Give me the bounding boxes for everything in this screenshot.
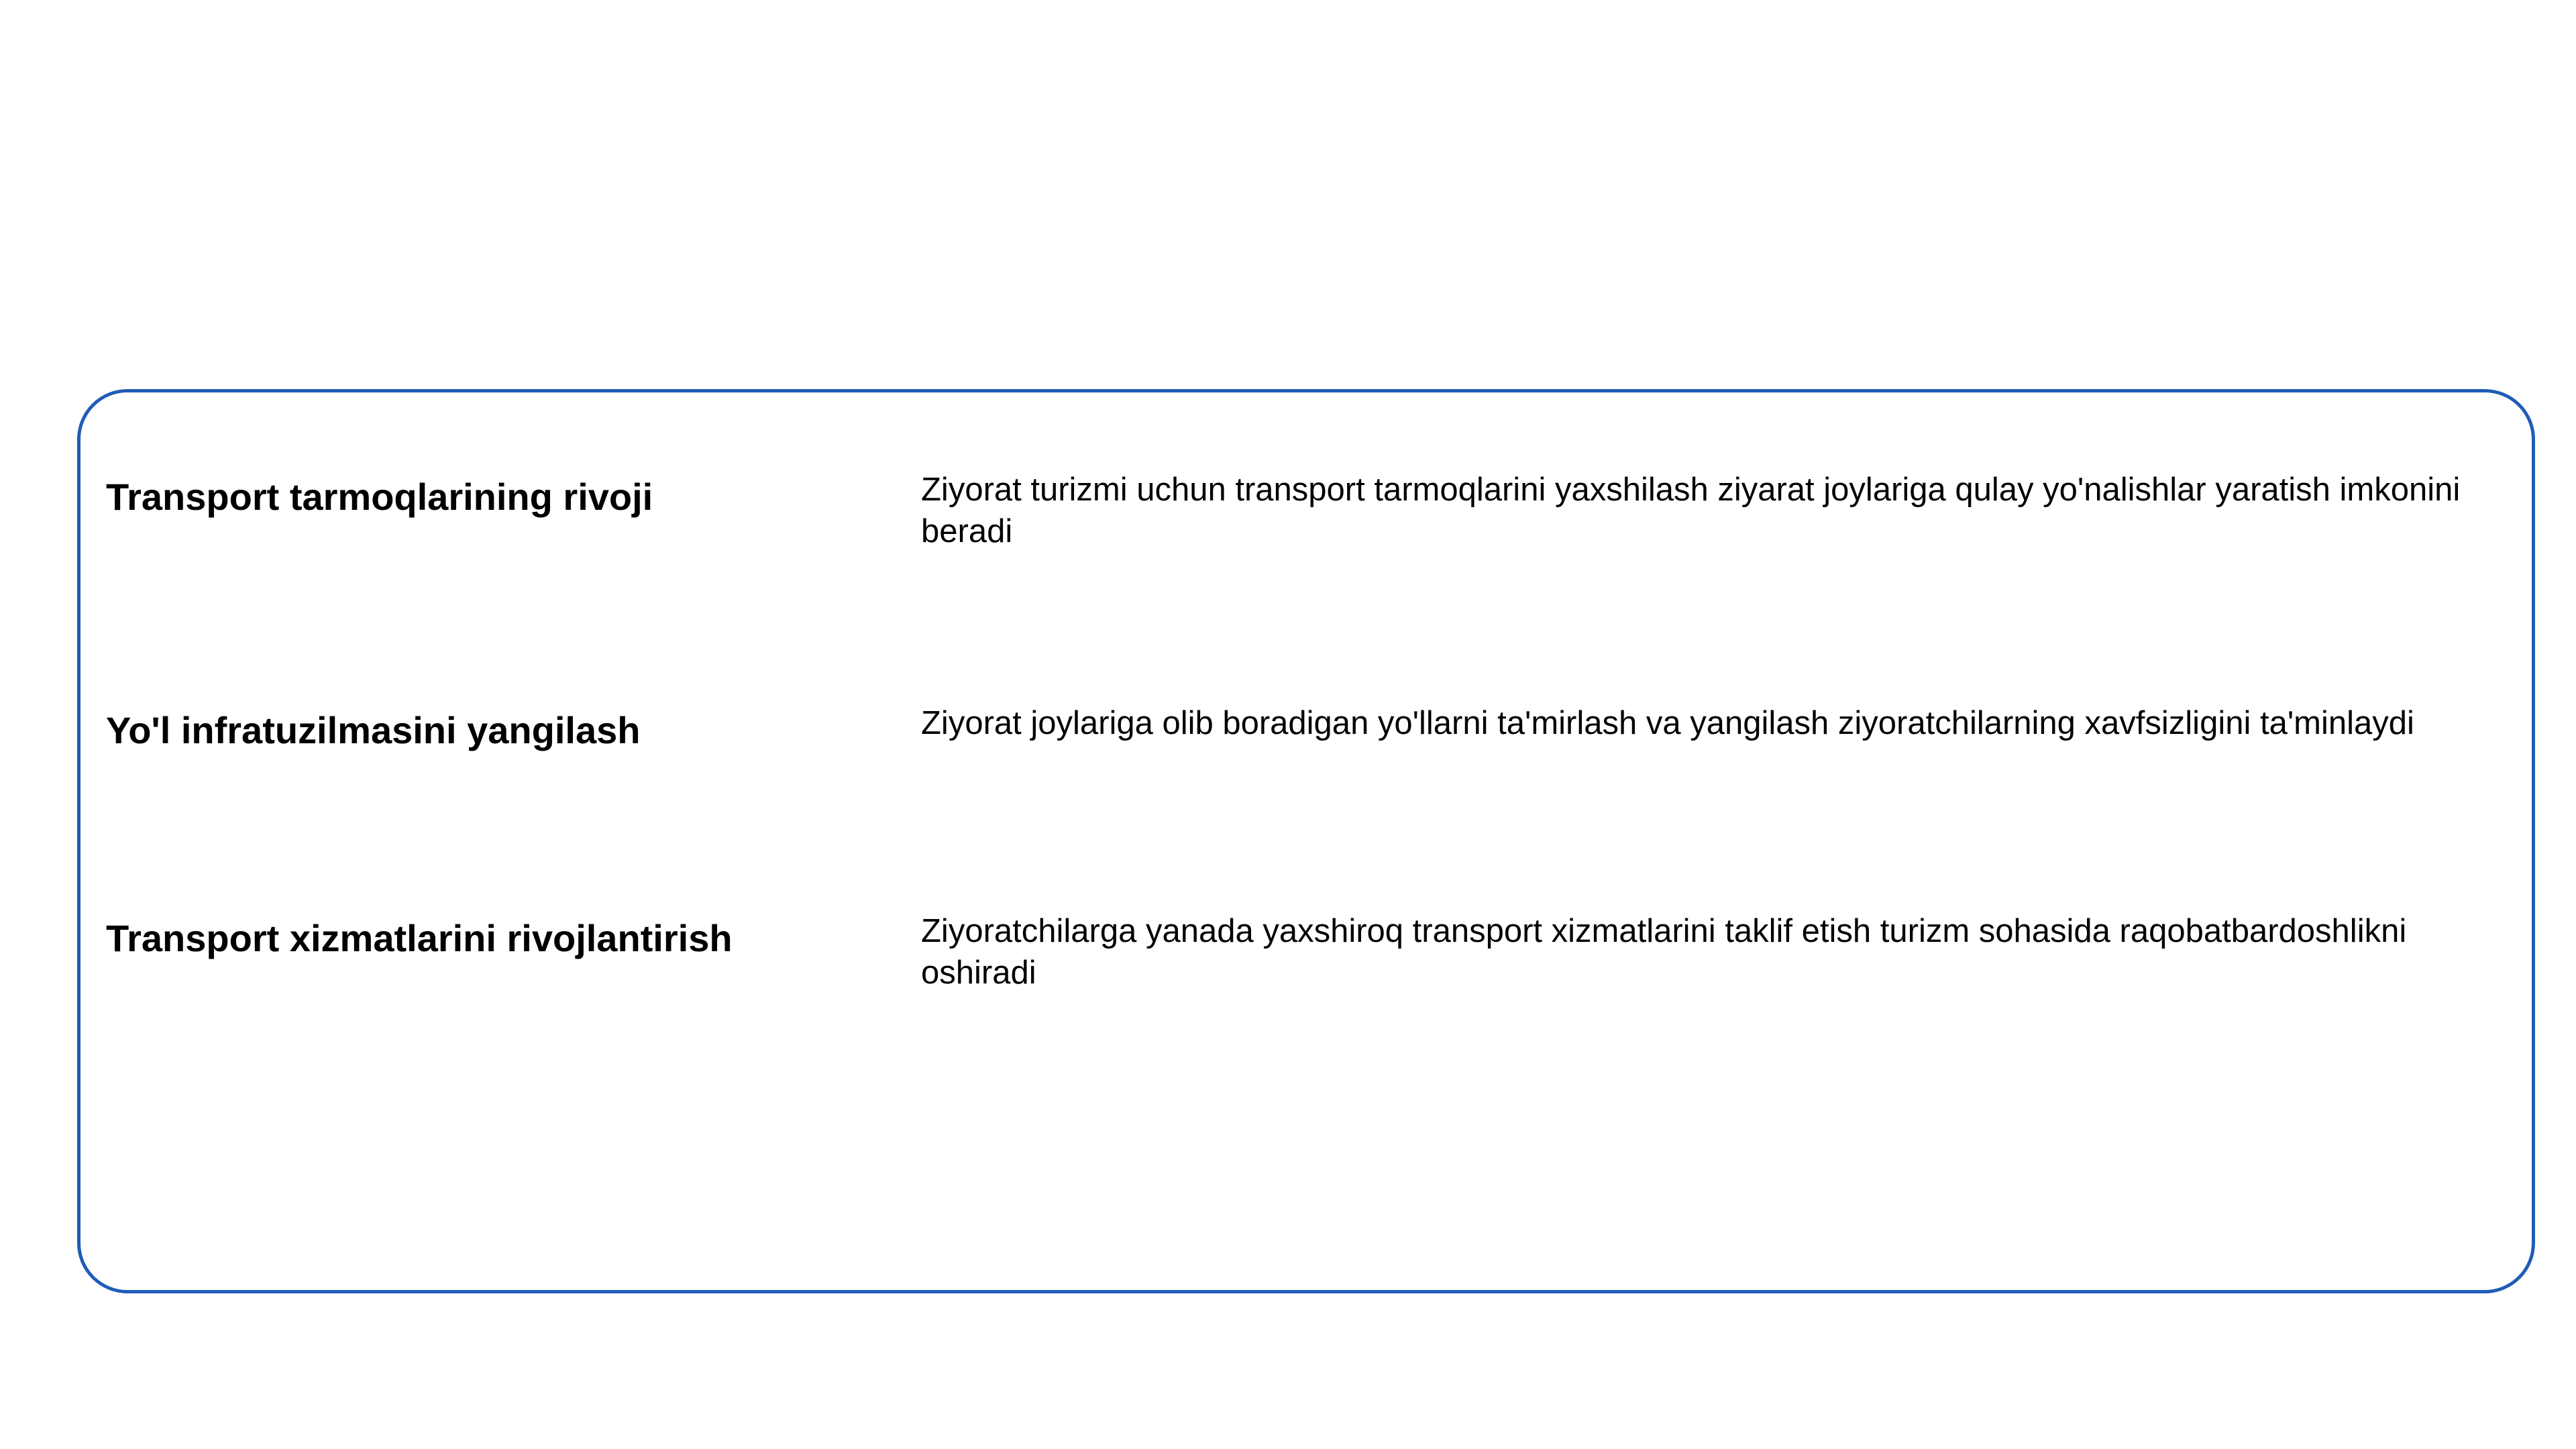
item-description: Ziyorat turizmi uchun transport tarmoqlarini yaxshilash ziyarat joylariga qulay yo'nalishlar yaratish imkonini beradi [921, 472, 2461, 549]
item-term: Transport xizmatlarini rivojlantirish [106, 917, 733, 959]
item-term: Yo'l infratuzilmasini yangilash [106, 709, 641, 751]
item-description: Ziyoratchilarga yanada yaxshiroq transport xizmatlarini taklif etish turizm sohasida raqobatbardoshlikni oshiradi [921, 913, 2407, 991]
content-frame [77, 389, 2535, 1293]
item-description: Ziyorat joylariga olib boradigan yo'llarni ta'mirlash va yangilash ziyoratchilarning xavfsizligini ta'minlaydi [921, 705, 2414, 741]
item-term: Transport tarmoqlarining rivoji [106, 476, 653, 518]
